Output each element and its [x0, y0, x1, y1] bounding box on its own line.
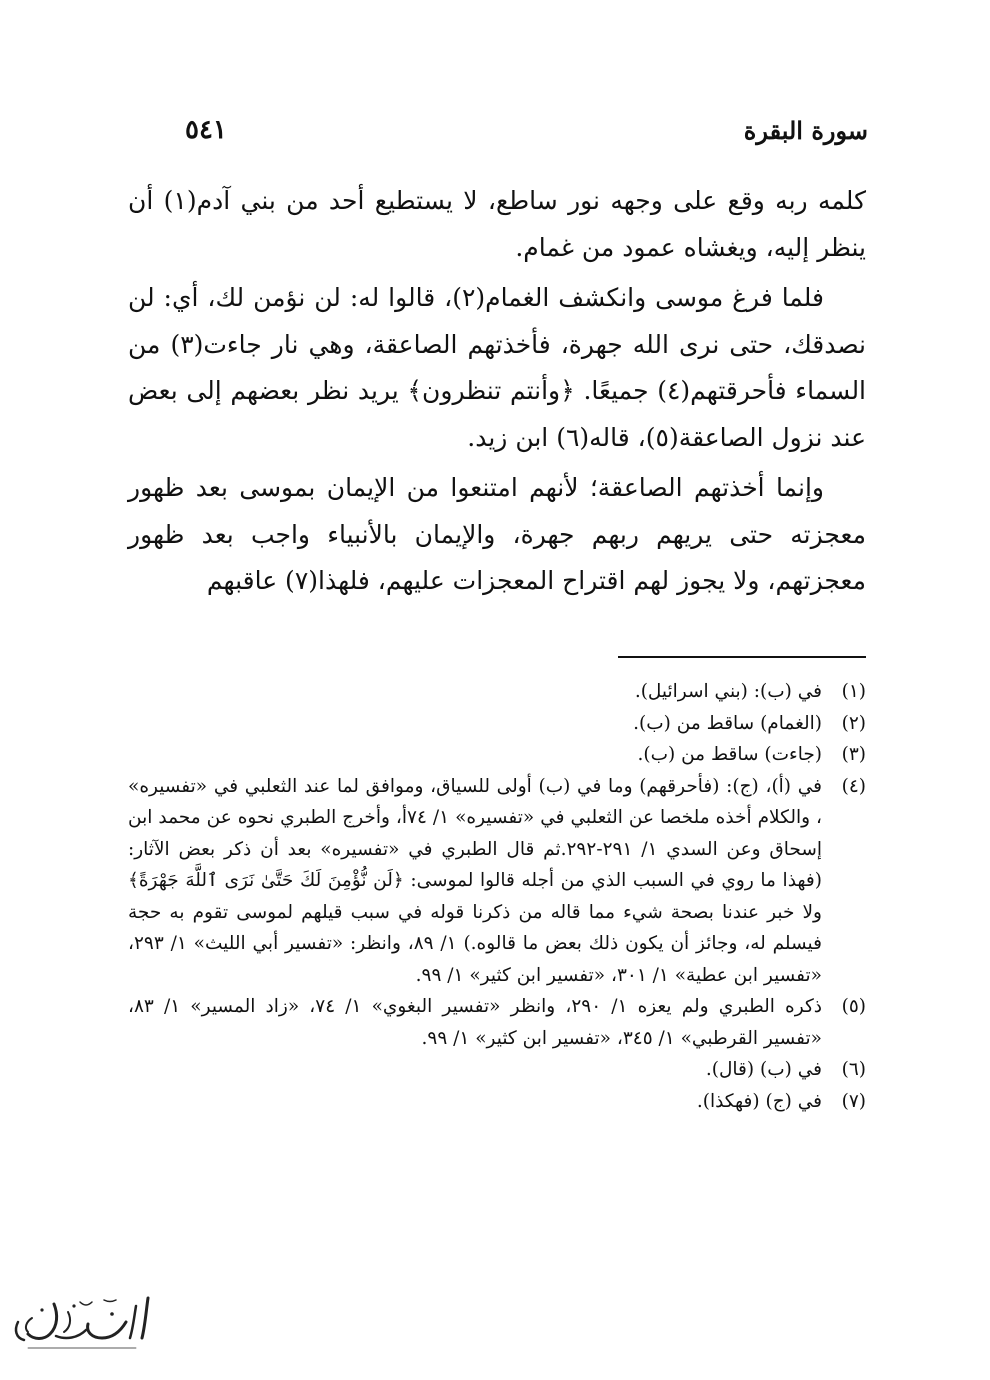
- footnote-item: [128, 676, 866, 708]
- footnote-text: في (ب): (بني اسرائيل).: [634, 681, 822, 702]
- footnote-number: (٧): [841, 1090, 866, 1112]
- footnote-text: في (ج) (فهكذا).: [696, 1090, 822, 1112]
- footnote-separator: [618, 656, 866, 658]
- footnote-text: (جاءت) ساقط من (ب).: [637, 744, 822, 765]
- footnote-item: [128, 739, 866, 771]
- footnote-number: (١): [841, 681, 866, 702]
- sura-title: سورة البقرة: [743, 115, 868, 145]
- footnote-text: في (ب) (قال).: [705, 1059, 822, 1080]
- paragraph: وإنما أخذتهم الصاعقة؛ لأنهم امتنعوا من الإيمان بموسى بعد ظهور معجزته حتى يريهم ربهم جهرة، والإيمان بالأنبياء واجب بعد ظهور معجزتهم، ولا يجوز لهم اقتراح المعجزات عليهم، فلهذا(٧) عاقبهم: [128, 473, 866, 595]
- footnote-item: [128, 708, 866, 740]
- footnote-text: (الغمام) ساقط من (ب).: [633, 712, 822, 734]
- footnote-item: [128, 991, 866, 1054]
- footnote-number: (٤): [841, 775, 866, 797]
- footnote-number: (٥): [841, 996, 866, 1017]
- footnote-item: [128, 1086, 866, 1118]
- footnote-number: (٢): [841, 712, 866, 734]
- footnote-text: ذكره الطبري ولم يعزه ١/ ٢٩٠، وانظر «تفسير البغوي» ١/ ٧٤، «زاد المسير» ١/ ٨٣، «تفسير القرطبي» ١/ ٣٤٥، «تفسير ابن كثير» ١/ ٩٩.: [128, 996, 823, 1049]
- page-header: [185, 110, 868, 150]
- footnotes: [128, 676, 866, 1117]
- paragraph: فلما فرغ موسى وانكشف الغمام(٢)، قالوا له: لن نؤمن لك، أي: لن نصدقك، حتى نرى الله جهرة، فأخذتهم الصاعقة، وهي نار جاءت(٣) من السماء فأحرقتهم(٤) جميعًا. ﴿وأنتم تنظرون﴾ يريد نظر بعضهم إلى بعض عند نزول الصاعقة(٥)، قاله(٦) ابن زيد.: [128, 283, 867, 452]
- main-text: [128, 178, 866, 609]
- footnote-item: [128, 1054, 866, 1086]
- footnote-number: (٣): [841, 744, 866, 765]
- paragraph: كلمه ربه وقع على وجهه نور ساطع، لا يستطيع أحد من بني آدم(١) أن ينظر إليه، ويغشاه عمود من غمام.: [128, 186, 866, 262]
- footnote-item: [128, 771, 866, 992]
- calligraphy-logo-icon: [8, 1292, 156, 1358]
- footnote-number: (٦): [841, 1059, 866, 1080]
- footnote-text: في (أ)، (ج): (فأحرقهم) وما في (ب) أولى للسياق، وموافق لما عند الثعلبي في «تفسيره» ، والكلام أخذه ملخصا عن الثعلبي في «تفسيره» ١/ ٧٤أ، وأخرج الطبري نحوه عن محمد ابن إسحاق وعن السدي ١/ ٢٩١-٢٩٢.ثم قال الطبري في «تفسيره» بعد أن ذكر بعض الآثار: (فهذا ما روي في السبب الذي من أجله قالوا لموسى: ﴿لَن نُّؤْمِنَ لَكَ حَتَّىٰ نَرَى ٱللَّهَ جَهْرَةً﴾ ولا خبر عندنا بصحة شيء مما قاله من ذكرنا قوله في سبب قيلهم لموسى تقوم به حجة فيسلم له، وجائز أن يكون ذلك بعض ما قالوه.) ١/ ٨٩، وانظر: «تفسير أبي الليث» ١/ ٢٩٣، «تفسير ابن عطية» ١/ ٣٠١، «تفسير ابن كثير» ١/ ٩٩.: [128, 775, 822, 986]
- page-number: ٥٤١: [185, 115, 227, 145]
